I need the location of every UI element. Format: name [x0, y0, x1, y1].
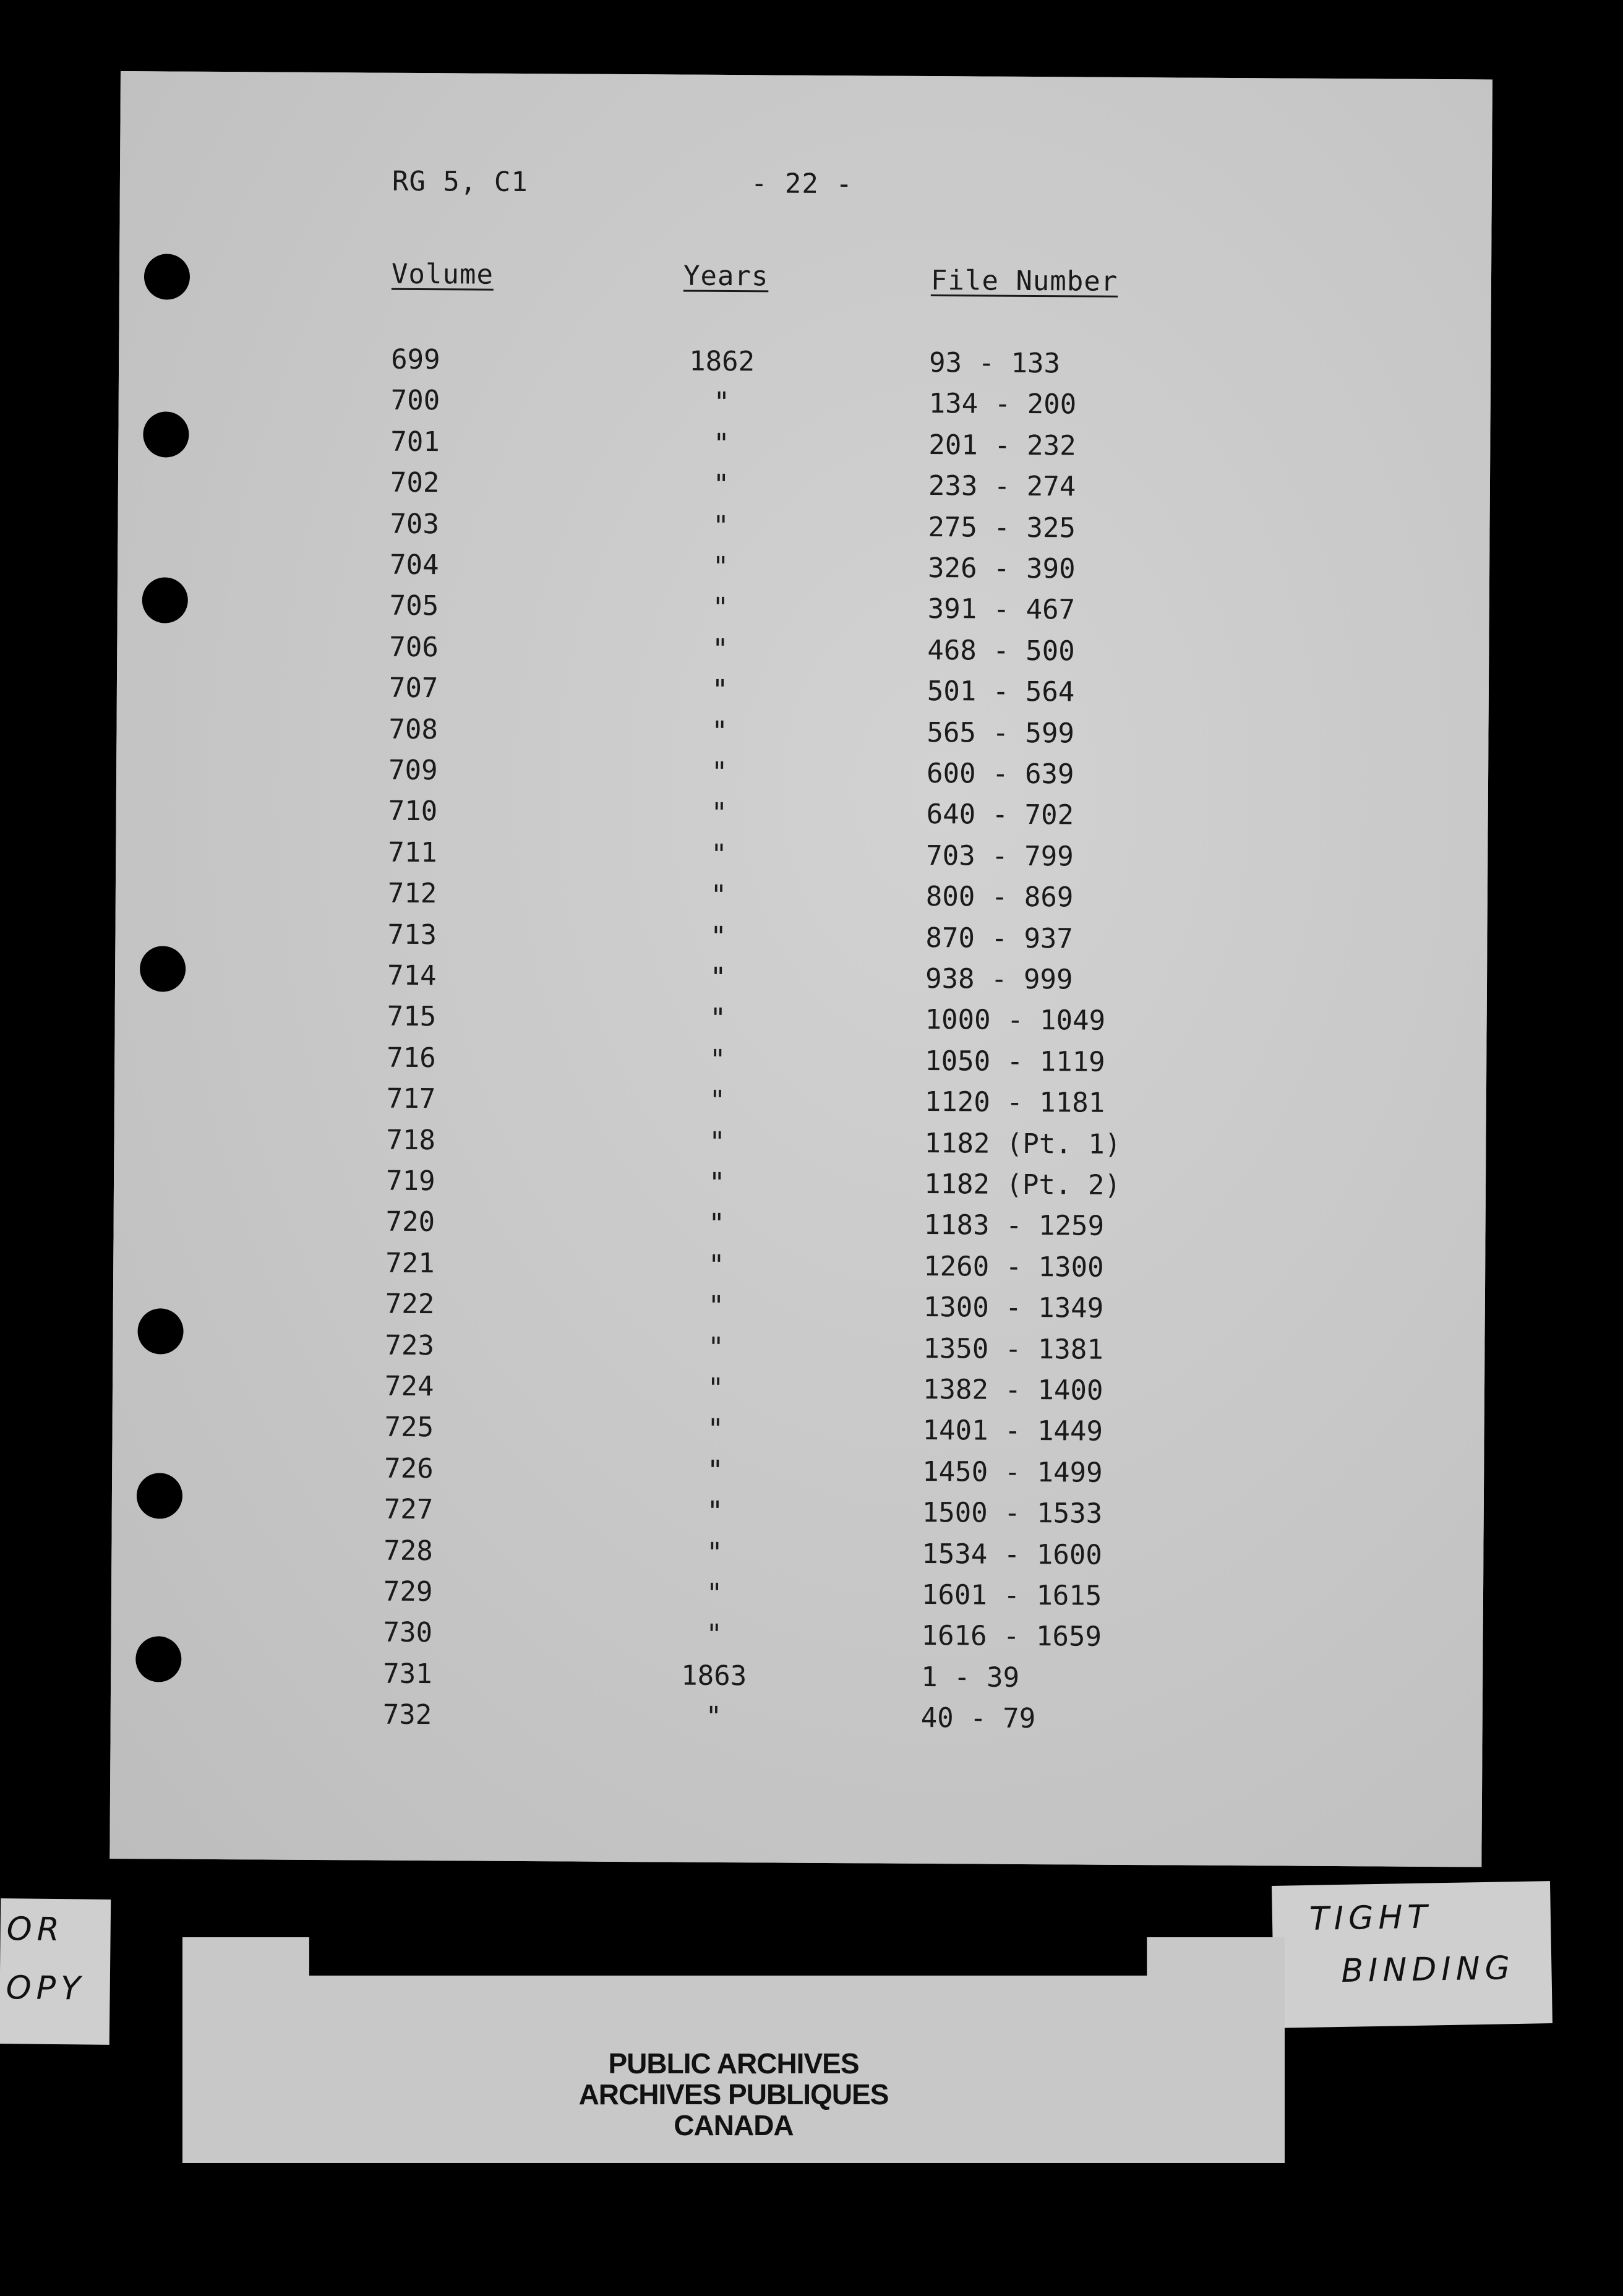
page-number: - 22 -: [750, 168, 854, 200]
file-number-cell: 40 - 79: [920, 1702, 1036, 1735]
file-number-cell: 870 - 937: [925, 922, 1074, 955]
table-row: [111, 1697, 1483, 1747]
file-number-cell: 1182 (Pt. 1): [924, 1127, 1121, 1160]
file-number-cell: 1182 (Pt. 2): [923, 1168, 1121, 1201]
left-note-line1: OR: [6, 1911, 65, 1949]
volume-cell: 719: [385, 1165, 435, 1197]
years-cell: ": [705, 1701, 722, 1733]
years-cell: ": [706, 1496, 724, 1528]
file-number-cell: 1183 - 1259: [923, 1209, 1105, 1243]
years-cell: 1863: [681, 1660, 747, 1692]
volume-cell: 708: [388, 713, 439, 745]
volume-cell: 718: [386, 1124, 436, 1156]
file-number-cell: 1601 - 1615: [921, 1578, 1102, 1612]
file-number-cell: 800 - 869: [925, 881, 1074, 914]
years-cell: ": [706, 1619, 722, 1651]
stamp-line-2: ARCHIVES PUBLIQUES: [578, 2078, 889, 2110]
volume-cell: 706: [389, 631, 439, 663]
file-number-cell: 1350 - 1381: [923, 1332, 1103, 1366]
years-cell: ": [709, 1043, 726, 1076]
file-number-cell: 1050 - 1119: [925, 1045, 1105, 1078]
right-note-line2: BINDING: [1340, 1950, 1515, 1990]
file-number-cell: 1401 - 1449: [922, 1415, 1103, 1448]
years-cell: ": [712, 592, 729, 624]
years-cell: ": [711, 633, 729, 665]
file-number-cell: 468 - 500: [927, 634, 1075, 667]
left-note-line2: OPY: [6, 1969, 86, 2008]
years-cell: ": [712, 550, 729, 583]
column-header-file-number: File Number: [930, 265, 1118, 298]
years-cell: ": [711, 756, 728, 789]
years-cell: ": [708, 1208, 726, 1240]
file-number-cell: 1300 - 1349: [923, 1292, 1104, 1324]
volume-cell: 707: [388, 672, 439, 705]
volume-cell: 720: [385, 1206, 435, 1238]
volume-cell: 701: [390, 426, 440, 458]
years-cell: ": [706, 1454, 724, 1486]
volume-cell: 712: [387, 877, 437, 910]
file-number-cell: 275 - 325: [928, 511, 1076, 544]
file-number-cell: 565 - 599: [927, 716, 1075, 750]
file-number-cell: 326 - 390: [927, 552, 1076, 585]
file-number-cell: 1450 - 1499: [922, 1455, 1103, 1489]
tight-binding-card: [1272, 1881, 1552, 2028]
years-cell: ": [713, 387, 730, 419]
years-cell: ": [711, 715, 728, 747]
file-number-cell: 391 - 467: [927, 593, 1076, 626]
file-number-cell: 1534 - 1600: [922, 1538, 1102, 1571]
left-note-card: [0, 1898, 111, 2045]
years-cell: ": [706, 1577, 723, 1609]
years-cell: ": [707, 1413, 724, 1446]
file-number-cell: 201 - 232: [928, 429, 1076, 462]
volume-cell: 732: [382, 1698, 432, 1731]
years-cell: ": [710, 920, 727, 953]
volume-cell: 705: [389, 590, 439, 622]
stamp-line-3: CANADA: [674, 2109, 794, 2141]
years-cell: ": [710, 880, 727, 912]
file-number-cell: 640 - 702: [926, 799, 1074, 831]
years-cell: ": [709, 1003, 727, 1035]
years-cell: ": [706, 1536, 723, 1569]
volume-cell: 722: [385, 1288, 435, 1321]
years-cell: ": [711, 797, 728, 829]
volume-cell: 709: [388, 754, 438, 787]
file-number-cell: 1500 - 1533: [922, 1497, 1103, 1530]
years-cell: ": [713, 469, 730, 501]
volume-cell: 731: [383, 1658, 432, 1690]
volume-cell: 724: [384, 1370, 434, 1403]
file-number-cell: 703 - 799: [926, 839, 1074, 873]
years-cell: ": [713, 510, 729, 542]
years-cell: ": [708, 1167, 726, 1199]
volume-cell: 728: [383, 1535, 434, 1567]
stamp-line-1: PUBLIC ARCHIVES: [608, 2047, 859, 2080]
years-cell: ": [708, 1331, 724, 1363]
volume-cell: 710: [388, 795, 438, 828]
volume-cell: 704: [389, 549, 439, 581]
volume-cell: 725: [384, 1411, 434, 1444]
years-cell: ": [710, 838, 727, 870]
years-cell: ": [713, 427, 730, 460]
file-number-cell: 233 - 274: [928, 470, 1076, 503]
volume-cell: 726: [384, 1452, 434, 1484]
volume-cell: 716: [387, 1042, 436, 1074]
file-number-cell: 93 - 133: [928, 346, 1061, 380]
file-number-cell: 600 - 639: [926, 757, 1074, 790]
right-note-line1: TIGHT: [1309, 1898, 1432, 1938]
file-number-cell: 1260 - 1300: [923, 1250, 1104, 1283]
years-cell: ": [708, 1290, 725, 1322]
volume-cell: 714: [387, 959, 437, 992]
file-number-cell: 501 - 564: [927, 675, 1075, 708]
volume-cell: 717: [386, 1082, 436, 1115]
volume-cell: 715: [387, 1001, 437, 1033]
years-cell: ": [707, 1372, 724, 1404]
volume-cell: 727: [383, 1493, 434, 1526]
volume-cell: 711: [388, 836, 437, 868]
file-number-cell: 1616 - 1659: [921, 1620, 1102, 1653]
file-number-cell: 1120 - 1181: [924, 1086, 1105, 1119]
file-number-cell: 1382 - 1400: [922, 1373, 1103, 1407]
years-cell: ": [708, 1249, 725, 1281]
years-cell: 1862: [689, 345, 755, 378]
years-cell: ": [709, 1126, 726, 1158]
file-number-cell: 1000 - 1049: [925, 1004, 1106, 1037]
years-cell: ": [711, 674, 729, 706]
volume-cell: 700: [390, 385, 440, 417]
binder-hole: [144, 254, 190, 299]
volume-cell: 721: [385, 1247, 435, 1279]
record-group-reference: RG 5, C1: [392, 165, 528, 199]
volume-cell: 713: [387, 919, 437, 951]
volume-cell: 699: [391, 343, 440, 376]
column-header-years: Years: [683, 260, 769, 293]
volume-cell: 702: [390, 466, 440, 499]
document-page: [109, 71, 1492, 1867]
volume-cell: 730: [383, 1617, 433, 1649]
volume-cell: 729: [383, 1575, 433, 1608]
file-number-cell: 938 - 999: [925, 962, 1073, 996]
years-cell: ": [709, 1085, 726, 1117]
file-number-cell: 1 - 39: [921, 1661, 1020, 1694]
file-number-cell: 134 - 200: [928, 388, 1077, 421]
volume-cell: 703: [390, 508, 440, 540]
volume-cell: 723: [385, 1329, 435, 1361]
column-header-volume: Volume: [391, 258, 494, 291]
years-cell: ": [709, 961, 727, 994]
